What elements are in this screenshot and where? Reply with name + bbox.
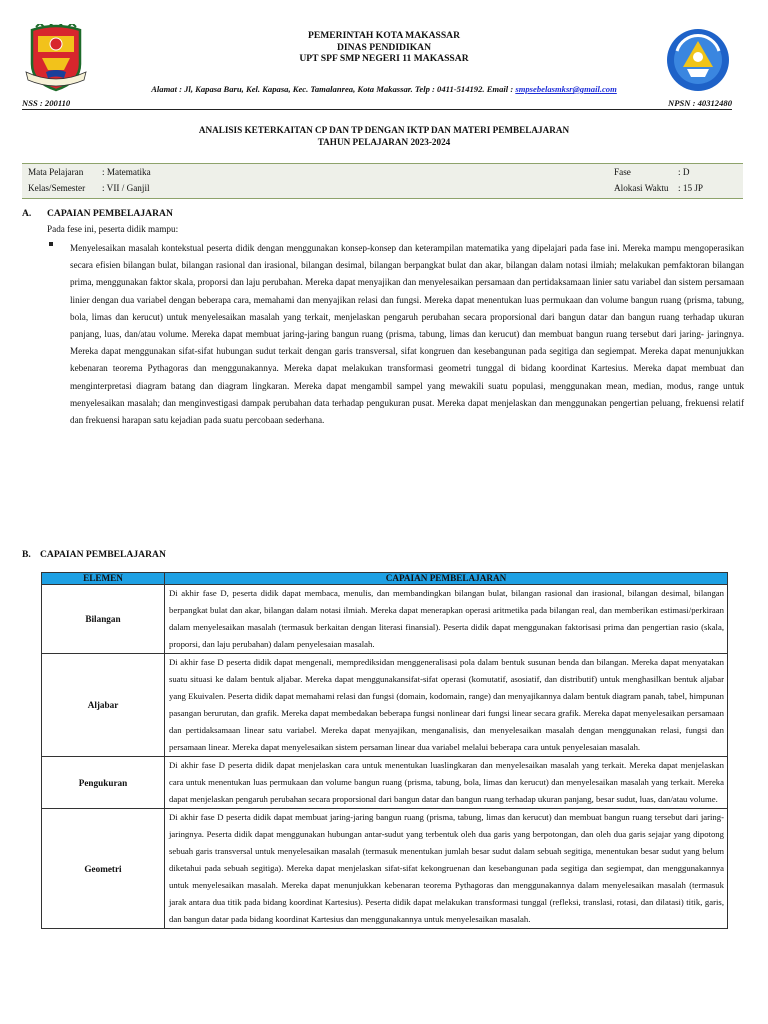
document-title-line2: TAHUN PELAJARAN 2023-2024 [317,137,451,147]
cp-cell: Di akhir fase D peserta didik dapat mengenali, memprediksidan menggeneralisasi pola dalam bentuk susunan benda dan bilangan. Mereka dapat menyatakan suatu situasi ke dalam bentuk aljabar. Mereka dapat menggunakansifat-sifat operasi (komutatif, asosiatif, dan distributif) untuk menghasilkan bentuk aljabar yang Ekuivalen. Peserta didik dapat memahami relasi dan fungsi (domain, kodomain, range) dan menyajikannya dalam bentuk diagram panah, tabel, himpunan pasangan berurutan, dan grafik. Mereka dapat membedakan beberapa fungsi nonlinear dari fungsi linear secara grafik. Mereka dapat menyelesaikan persamaan dan pertidaksamaan linear satu variabel. Mereka dapat menyajikan, menganalisis, dan menyelesaikan masalah dengan menggunakan relasi, fungsi dan persamaan linear. Mereka dapat menyelesaikan sistem persaman linear dua variabel melalui beberapa cara untuk penyelesaian masalah. [165,654,728,757]
table-row [42,757,728,809]
cp-table [41,572,728,929]
table-row [42,654,728,757]
address-text: Alamat : Jl, Kapasa Baru, Kel. Kapasa, Kec. Tamalanrea, Kota Makassar. Telp : 0411-514192. Email : [151,84,516,94]
cp-cell: Di akhir fase D, peserta didik dapat membaca, menulis, dan membandingkan bilangan bulat, bilangan rasional dan irasional, bilangan desimal, bilangan berpangkat bulat dan akar, bilangan dalam notasi ilmiah. Mereka dapat menerapkan operasi aritmetika pada bilangan real, dan memberikan estimasi/perkiraan dalam menyelesaikan masalah (termasuk berkaitan dengan literasi finansial). Peserta didik dapat menggunakan faktorisasi prima dan pengertian rasio (skala, proporsi, dan laju perubahan) dalam penyelesaian masalah. [165,585,728,654]
letterhead [0,30,768,65]
subject-info-band [22,163,743,199]
email-link[interactable]: smpsebelasmksr@gmail.com [515,84,617,94]
table-row [42,585,728,654]
bullet-icon [49,242,53,246]
time-label: Alokasi Waktu [614,183,669,193]
class-value: : VII / Ganjil [102,183,150,193]
school-address [0,84,768,94]
letterhead-divider [22,109,732,110]
section-a-title: CAPAIAN PEMBELAJARAN [47,208,173,219]
section-a-letter: A. [22,208,32,219]
section-b-title: CAPAIAN PEMBELAJARAN [40,549,166,560]
phase-label: Fase [614,167,631,177]
column-header-cp: CAPAIAN PEMBELAJARAN [165,573,728,585]
element-cell: Aljabar [42,654,165,757]
element-cell: Geometri [42,809,165,929]
element-cell: Pengukuran [42,757,165,809]
department-name: DINAS PENDIDIKAN [336,41,432,53]
time-value: : 15 JP [678,183,704,193]
cp-cell: Di akhir fase D peserta didik dapat membuat jaring-jaring bangun ruang (prisma, tabung, limas dan kerucut) dan membuat bangun ruang tersebut dari jaring-jaringnya. Peserta didik dapat menggunakan hubungan antar-sudut yang terbentuk oleh dua garis yang berpotongan, dan oleh dua garis sejajar yang dipotong sebuah garis transversal untuk menyelesaikan masalah (termasuk menentukan jumlah besar sudut dalam sebuah segitiga, menentukan besar sudut yang belum diketahui pada sebuah segitiga). Mereka dapat menjelaskan sifat-sifat kekongruenan dan kesebangunan pada segitiga dan segiempat, dan menggunakannya untuk menyelesaikan masalah. Mereka dapat menunjukkan kebenaran teorema Pythagoras dan menggunakannya dalam menyelesaikan masalah (termasuk jarak antara dua titik pada bidang koordinat Kartesius). Peserta didik dapat melakukan transformasi tunggal (refleksi, translasi, rotasi, dan dilatasi) titik, garis, dan bangun datar pada bidang koordinat Kartesius dan menggunakannya untuk menyelesaikan masalah. [165,809,728,929]
government-name: PEMERINTAH KOTA MAKASSAR [307,30,461,41]
section-a-intro: Pada fese ini, peserta didik mampu: [47,224,179,234]
npsn-number: NPSN : 40312480 [668,98,732,108]
nss-number: NSS : 200110 [22,98,71,108]
column-header-element: ELEMEN [42,573,165,585]
tut-wuri-handayani-logo [665,27,731,93]
phase-value: : D [678,167,690,177]
cp-cell: Di akhir fase D peserta didik dapat menjelaskan cara untuk menentukan luaslingkaran dan menyelesaikan masalah yang terkait. Mereka dapat menjelaskan cara untuk menentukan luas permukaan dan volume bangun ruang (prisma, tabung, bola, limas dan kerucut) dan menyelesaikan masalah yang terkait. Mereka dapat menjelaskan pengaruh perubahan secara proporsional dari bangun datar dan bangun ruang terhadap ukuran panjang, besar sudut, luas, dan/atau volume. [165,757,728,809]
element-cell: Bilangan [42,585,165,654]
table-header-row [42,573,728,585]
section-a-bullet-text: Menyelesaikan masalah kontekstual peserta didik dengan menggunakan konsep-konsep dan keterampilan matematika yang dipelajari pada fase ini. Mereka mampu mengoperasikan secara efisien bilangan bulat, bilangan rasional dan irasional, bilangan desimal, bilangan berpangkat bulat dan akar, bilangan dalam notasi ilmiah; melakukan pemfaktoran bilangan prima, menggunakan faktor skala, proporsi dan laju perubahan. Mereka dapat menyajikan dan menyelesaikan persamaan dan pertidaksamaan linier satu variabel dan sistem persamaan linier dengan dua variabel dengan beberapa cara, memahami dan menyajikan relasi dan fungsi. Mereka dapat menentukan luas permukaan dan volume bangun ruang (prisma, tabung, bola, limas dan kerucut) untuk menyelesaikan masalah yang terkait, menjelaskan pengaruh perubahan secara proporsional dari bangun datar dan bangun ruang terhadap ukuran panjang, luas, dan/atau volume. Mereka dapat membuat jaring-jaring bangun ruang (prisma, tabung, limas dan kerucut) dan membuat bangun ruang tersebut dari jaring- jaringnya. Mereka dapat menggunakan sifat-sifat hubungan sudut terkait dengan garis transversal, sifat kongruen dan kesebangunan pada segitiga dan segiempat. Mereka dapat menunjukkan kebenaran teorema Pythagoras dan menggunakannya. Mereka dapat melakukan transformasi geometri tunggal di bidang koordinat Kartesius. Mereka dapat membuat dan menginterpretasi diagram batang dan diagram lingkaran. Mereka dapat mengambil sampel yang mewakili suatu populasi, menggunakan mean, median, modus, range untuk menyelesaikan masalah; dan menginvestigasi dampak perubahan data terhadap pengukuran pusat. Mereka dapat menjelaskan dan menggunakan pengertian peluang, frekuensi relatif dan frekuensi harapan satu kejadian pada suatu percobaan sederhana. [70,243,744,426]
document-title-line1: ANALISIS KETERKAITAN CP DAN TP DENGAN IKTP DAN MATERI PEMBELAJARAN [198,125,570,135]
section-b-letter: B. [22,549,31,560]
school-name: UPT SPF SMP NEGERI 11 MAKASSAR [299,53,469,64]
table-row [42,809,728,929]
class-label: Kelas/Semester [28,183,86,193]
document-title [0,124,768,148]
subject-label: Mata Pelajaran [28,167,84,177]
subject-value: : Matematika [102,167,151,177]
